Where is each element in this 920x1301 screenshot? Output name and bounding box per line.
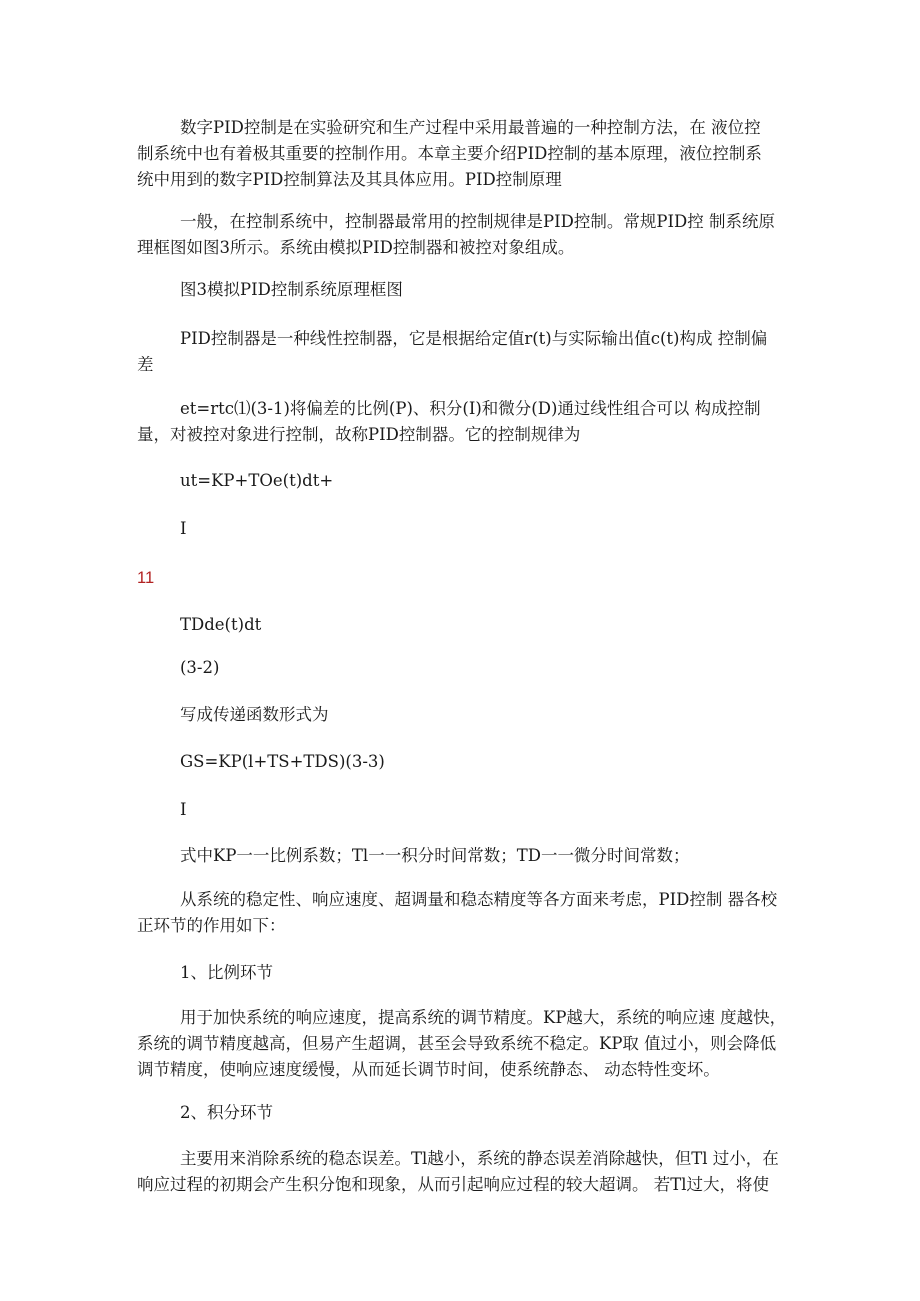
proportional-paragraph-continued — [137, 1031, 776, 1083]
text-line: PID控制器是一种线性控制器，它是根据给定值r(t)与实际输出值c(t)构成 控制偏 — [180, 329, 768, 348]
text-line: 主要用来消除系统的稳态误差。Tl越小，系统的静态误差消除越快，但Tl 过小，在 — [180, 1149, 779, 1168]
text-line: 量，对被控对象进行控制，故称PID控制器。它的控制规律为 — [137, 425, 581, 444]
formula-control-law: ut=KP+TOe(t)dt+ — [180, 471, 334, 490]
integral-paragraph — [180, 1146, 779, 1172]
principle-paragraph-continued — [137, 235, 574, 261]
intro-paragraph-continued — [137, 141, 762, 193]
formula-derivative: TDde(t)dt — [180, 615, 262, 634]
text-line: 制系统中也有着极其重要的控制作用。本章主要介绍PID控制的基本原理，液位控制系 — [137, 144, 762, 163]
page-number: 11 — [137, 569, 155, 587]
section-heading-integral: 2、积分环节 — [180, 1103, 273, 1122]
text-line: 统中用到的数字PID控制算法及其具体应用。PID控制原理 — [137, 170, 562, 189]
text-line: 响应过程的初期会产生积分饱和现象，从而引起响应过程的较大超调。 若Tl过大，将使 — [137, 1175, 770, 1194]
integral-paragraph-continued — [137, 1172, 769, 1198]
proportional-paragraph — [180, 1005, 786, 1031]
analysis-paragraph-continued — [137, 913, 286, 939]
controller-paragraph-continued — [137, 352, 154, 378]
text-line: 理框图如图3所示。系统由模拟PID控制器和被控对象组成。 — [137, 238, 575, 257]
text-line: 正环节的作用如下： — [137, 916, 286, 935]
formula-transfer-function: GS=KP(l+TS+TDS)(3-3) — [180, 752, 385, 771]
text-line: 从系统的稳定性、响应速度、超调量和稳态精度等各方面来考虑，PID控制 器各校 — [180, 890, 778, 909]
text-line: 差 — [137, 355, 154, 374]
text-line: 一般，在控制系统中，控制器最常用的控制规律是PID控制。常规PID控 制系统原 — [180, 212, 775, 231]
figure-caption: 图3模拟PID控制系统原理框图 — [180, 280, 403, 299]
text-line: 系统的调节精度越高，但易产生超调，甚至会导致系统不稳定。KP取 值过小，则会降低 — [137, 1034, 777, 1053]
intro-paragraph — [180, 115, 761, 141]
text-line: 数字PID控制是在实验研究和生产过程中采用最普遍的一种控制方法，在 液位控 — [180, 118, 761, 137]
transfer-function-intro: 写成传递函数形式为 — [180, 705, 329, 724]
analysis-paragraph — [180, 887, 777, 913]
section-heading-proportional: 1、比例环节 — [180, 963, 273, 982]
error-paragraph — [180, 396, 761, 422]
formula-transfer-function-sub: I — [180, 800, 187, 819]
text-line: 用于加快系统的响应速度，提高系统的调节精度。KP越大，系统的响应速 度越快， — [180, 1008, 787, 1027]
principle-paragraph — [180, 209, 775, 235]
symbols-definition: 式中KP一一比例系数；Tl一一积分时间常数；TD一一微分时间常数； — [180, 846, 690, 865]
formula-label: (3-2) — [180, 658, 220, 677]
text-line: 调节精度，使响应速度缓慢，从而延长调节时间，使系统静态、 动态特性变坏。 — [137, 1060, 720, 1079]
formula-control-law-sub: I — [180, 519, 187, 538]
controller-paragraph — [180, 326, 767, 352]
text-line: et=rtc⑴(3-1)将偏差的比例(P)、积分(I)和微分(D)通过线性组合可以 构成控制 — [180, 399, 761, 418]
error-paragraph-continued — [137, 422, 580, 448]
